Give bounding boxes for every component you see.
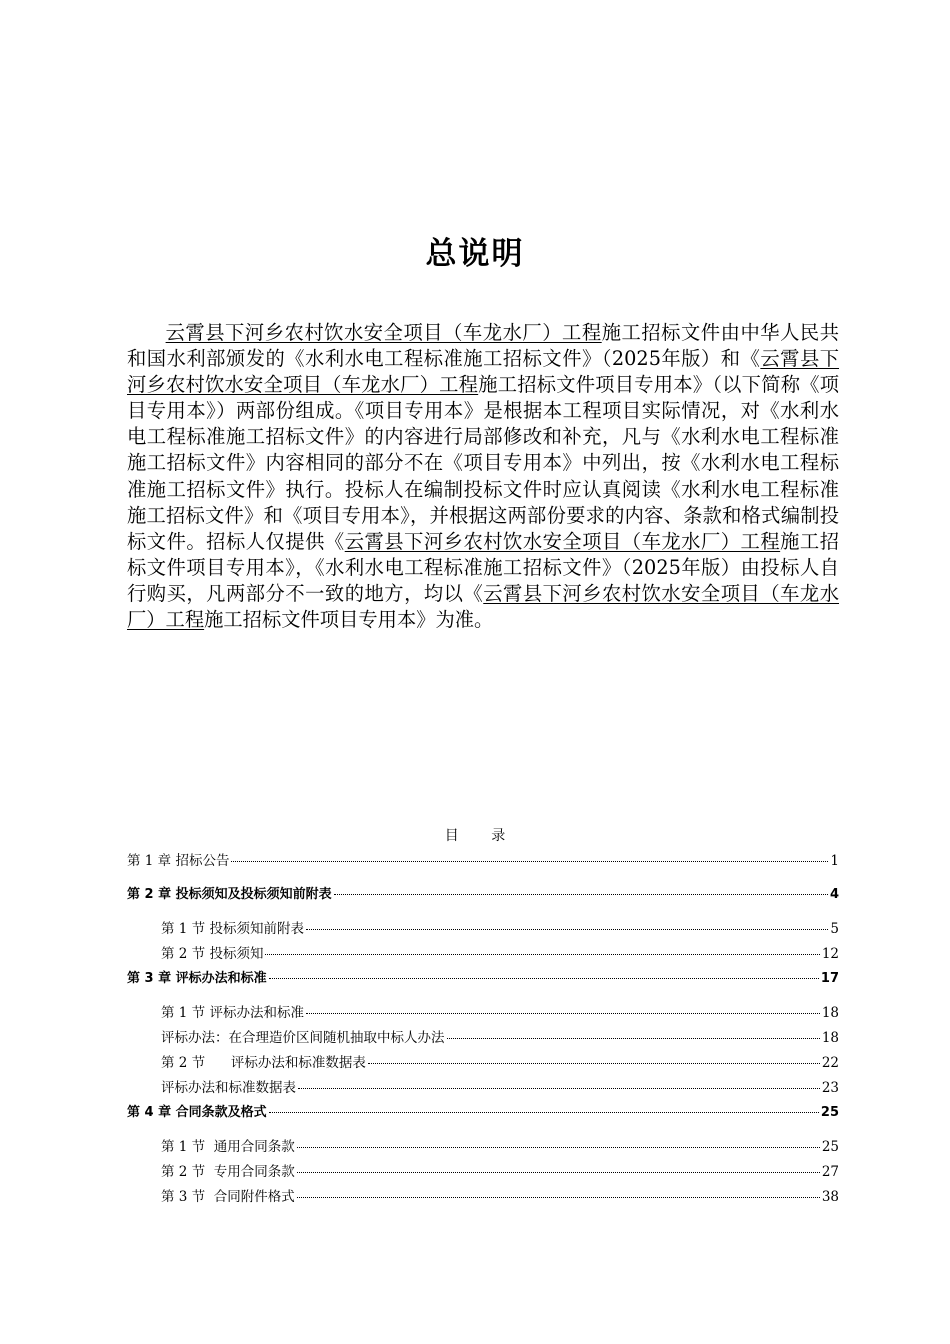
toc-entry-chapter-1[interactable] xyxy=(127,849,839,871)
toc-entry-label: 第 2 节 专用合同条款 xyxy=(161,1164,295,1180)
intro-text: 施工招标文件项目专用本》，《水利水电工程标准施工招标文件》（2025年版）由投标人自行购买，凡两部分不一致的地方，均以《 xyxy=(127,529,840,605)
toc-entry-section[interactable] xyxy=(127,1026,839,1048)
toc-entry-page: 27 xyxy=(821,1164,839,1180)
intro-text: 施工招标文件由中华人民共和国水利部颁发的《水利水电工程标准施工招标文件》（2025年版）和《 xyxy=(127,321,840,371)
toc-entry-section[interactable] xyxy=(127,1185,839,1207)
toc-entry-section[interactable] xyxy=(127,1051,839,1073)
toc-entry-page: 18 xyxy=(821,1005,839,1021)
toc-leader xyxy=(368,1063,820,1064)
toc-entry-section[interactable] xyxy=(127,1076,839,1098)
project-name: 云霄县下河乡农村饮水安全项目（车龙水厂）工程 xyxy=(344,529,781,553)
toc-leader xyxy=(334,894,828,895)
toc-leader xyxy=(297,1197,820,1198)
toc-entry-page: 4 xyxy=(829,887,839,902)
toc-entry-page: 1 xyxy=(830,853,839,869)
toc-entry-chapter-2[interactable] xyxy=(127,883,839,905)
page-title: 总说明 xyxy=(425,236,525,272)
toc-leader xyxy=(306,1013,820,1014)
toc-leader xyxy=(297,1172,820,1173)
toc-entry-label: 评标办法和标准数据表 xyxy=(161,1080,296,1096)
toc-leader xyxy=(297,1147,820,1148)
toc-entry-section[interactable] xyxy=(127,942,839,964)
toc-entry-label: 第 2 节 投标须知 xyxy=(161,946,264,962)
toc-entry-label: 第 2 节 评标办法和标准数据表 xyxy=(161,1055,366,1071)
project-name: 云霄县下河乡农村饮水安全项目（车龙水厂）工程 xyxy=(165,321,602,344)
toc-entry-page: 23 xyxy=(821,1080,839,1096)
toc-heading: 目 录 xyxy=(444,828,506,844)
toc-entry-label: 第 1 节 评标办法和标准 xyxy=(161,1005,304,1021)
toc-entry-page: 25 xyxy=(821,1139,839,1155)
toc-entry-page: 38 xyxy=(821,1189,839,1205)
toc-leader xyxy=(269,1112,819,1113)
toc-leader xyxy=(306,929,828,930)
toc-entry-page: 5 xyxy=(830,921,839,937)
toc-entry-page: 25 xyxy=(820,1105,839,1120)
toc-entry-label: 第 1 节 投标须知前附表 xyxy=(161,921,304,937)
intro-text: 施工招标文件项目专用本》为准。 xyxy=(204,608,494,632)
toc-entry-section[interactable] xyxy=(127,1135,839,1157)
toc-entry-label: 第 1 节 通用合同条款 xyxy=(161,1139,295,1155)
table-of-contents xyxy=(127,849,839,1207)
toc-entry-page: 12 xyxy=(821,946,839,962)
project-name: 云霄县下河乡农村饮水安全项目（车龙水厂）工程 xyxy=(127,347,840,397)
toc-leader xyxy=(265,954,819,955)
toc-entry-label: 第 1 章 招标公告 xyxy=(127,853,230,869)
intro-paragraph xyxy=(127,320,839,633)
toc-leader xyxy=(298,1088,820,1089)
toc-entry-page: 18 xyxy=(821,1030,839,1046)
toc-entry-page: 22 xyxy=(821,1055,839,1071)
toc-entry-section[interactable] xyxy=(127,1001,839,1023)
toc-entry-page: 17 xyxy=(820,971,839,986)
toc-entry-label: 第 3 章 评标办法和标准 xyxy=(127,971,267,986)
toc-leader xyxy=(231,861,828,862)
toc-entry-chapter-3[interactable] xyxy=(127,967,839,989)
toc-leader xyxy=(447,1038,820,1039)
toc-entry-label: 第 4 章 合同条款及格式 xyxy=(127,1105,267,1120)
toc-entry-label: 第 2 章 投标须知及投标须知前附表 xyxy=(127,887,332,902)
toc-entry-section[interactable] xyxy=(127,1160,839,1182)
toc-entry-section[interactable] xyxy=(127,917,839,939)
toc-entry-chapter-4[interactable] xyxy=(127,1101,839,1123)
toc-entry-label: 评标办法：在合理造价区间随机抽取中标人办法 xyxy=(161,1030,445,1046)
project-name: 云霄县下河乡农村饮水安全项目（车龙水厂）工程 xyxy=(127,581,840,632)
toc-entry-label: 第 3 节 合同附件格式 xyxy=(161,1189,295,1205)
toc-leader xyxy=(269,978,819,979)
intro-text: 施工招标文件项目专用本》（以下简称《项目专用本》）两部份组成。《项目专用本》是根据本工程项目实际情况，对《水利水电工程标准施工招标文件》的内容进行局部修改和补充，凡与《水利水电工程标准施工招标文件》内容相同的部分不在《项目专用本》中列出，按《水利水电工程标准施工招标文件》执行。投标人在编制投标文件时应认真阅读《水利水电工程标准施工招标文件》和《项目专用本》，并根据这两部份要求的内容、条款和格式编制投标文件。招标人仅提供《 xyxy=(127,373,840,553)
